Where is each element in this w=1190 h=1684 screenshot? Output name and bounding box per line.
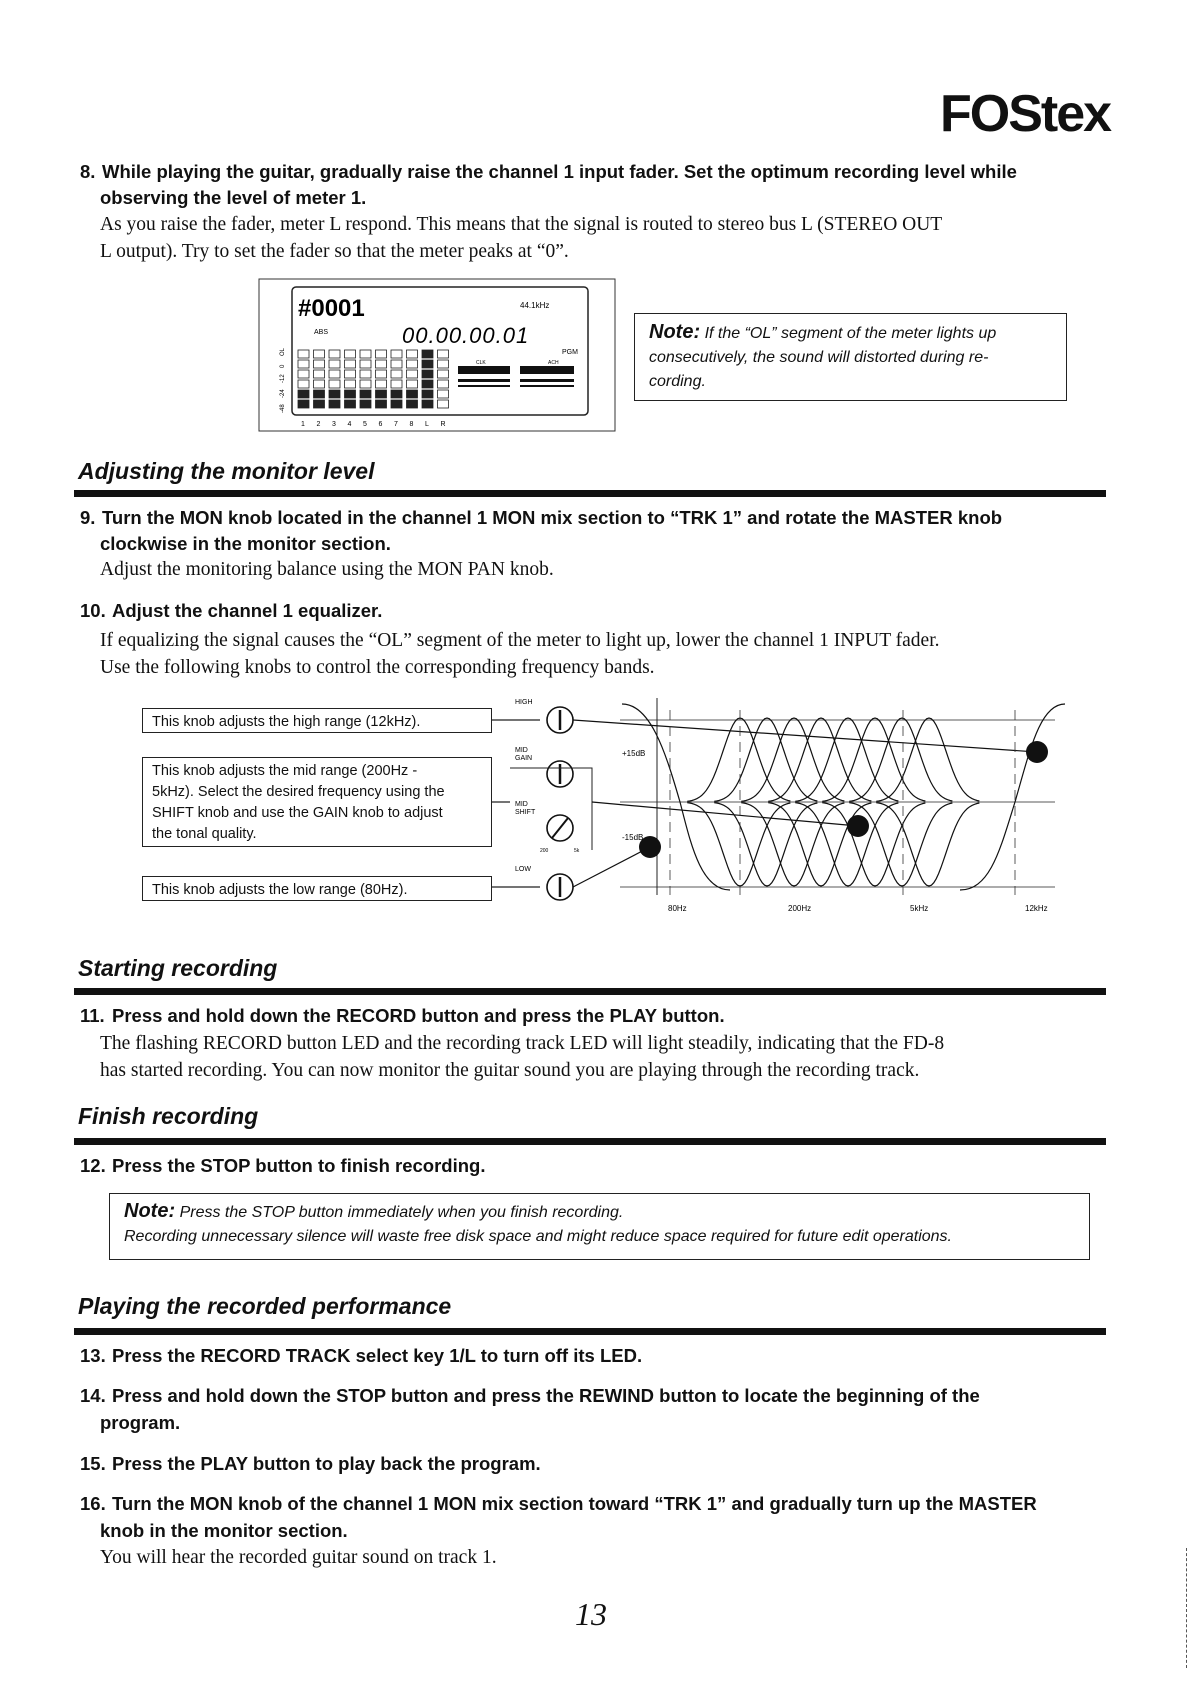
meter-segment: [438, 390, 449, 398]
step-12-title: [80, 1152, 1110, 1179]
meter-segment: [422, 400, 433, 408]
step-12-title-text: Press the STOP button to finish recording.: [112, 1155, 486, 1176]
meter-segment: [376, 350, 387, 358]
section-heading-finish: Finish recording: [78, 1103, 259, 1129]
meter-segment: [345, 360, 356, 368]
step-10-body-line1: If equalizing the signal causes the “OL” segment of the meter to light up, lower the channel 1 INPUT fader.: [100, 630, 940, 651]
callout-low-range: This knob adjusts the low range (80Hz).: [142, 876, 492, 901]
svg-text:MID: MID: [515, 747, 528, 754]
svg-text:OL: OL: [280, 347, 286, 356]
step-8-body-line1: As you raise the fader, meter L respond. This means that the signal is routed to stereo bus L (STEREO OUT: [100, 214, 943, 235]
section-heading-start: Starting recording: [78, 955, 278, 981]
eq-curve: [795, 803, 898, 886]
meter-segment: [376, 380, 387, 388]
track-label: R: [440, 421, 446, 428]
step-14-title: [80, 1382, 1110, 1409]
meter-segment: [438, 380, 449, 388]
section-rule: [74, 988, 1106, 995]
step-8-title: [80, 158, 1110, 185]
freq-200hz-label: 200Hz: [788, 904, 812, 913]
lcd-display-figure: [258, 278, 618, 434]
meter-segment: [438, 370, 449, 378]
note-line-1: If the “OL” segment of the meter lights up: [704, 325, 997, 342]
meter-segment: [422, 360, 433, 368]
step-10-title: [80, 597, 1110, 624]
section-heading-play: Playing the recorded performance: [78, 1293, 452, 1319]
meter-segment: [391, 400, 402, 408]
svg-text:-24: -24: [280, 389, 286, 398]
eq-curve: [741, 803, 844, 886]
note-box-meter: [634, 313, 1067, 401]
step-16-title: [80, 1490, 1110, 1517]
meter-segment: [329, 360, 340, 368]
meter-segment: [314, 350, 325, 358]
svg-text:5k: 5k: [574, 848, 580, 854]
step-8-title-line2: observing the level of meter 1.: [100, 187, 367, 208]
step-16-body: You will hear the recorded guitar sound on track 1.: [100, 1547, 497, 1568]
track-labels: [301, 421, 446, 428]
eq-curve: [849, 803, 952, 886]
eq-curve: [876, 803, 979, 886]
note-line-3: cording.: [649, 373, 706, 390]
level-meter-scale: [280, 347, 286, 413]
section-rule: [74, 1328, 1106, 1335]
knob-low: [515, 866, 573, 900]
section-rule: [74, 490, 1106, 497]
freq-80hz-label: 80Hz: [668, 904, 687, 913]
svg-text:CLK: CLK: [476, 360, 486, 366]
step-number: 10.: [80, 600, 106, 621]
gain-plus-label: +15dB: [622, 749, 646, 758]
meter-segment: [314, 400, 325, 408]
step-9-title: [80, 504, 1110, 531]
track-label: 3: [332, 421, 336, 428]
svg-text:200: 200: [540, 848, 549, 854]
svg-text:HIGH: HIGH: [515, 699, 533, 706]
knob-high: [515, 699, 573, 733]
meter-segment: [329, 400, 340, 408]
meter-segment: [329, 350, 340, 358]
meter-segment: [298, 380, 309, 388]
note-line-2: Recording unnecessary silence will waste free disk space and might reduce space required for future edit operations.: [124, 1228, 952, 1245]
step-number: 14.: [80, 1385, 106, 1406]
eq-curve: [795, 718, 898, 801]
meter-segment: [407, 350, 418, 358]
meter-segment: [422, 370, 433, 378]
meter-segment: [360, 370, 371, 378]
freq-12khz-label: 12kHz: [1025, 904, 1048, 913]
step-15-title: [80, 1450, 1110, 1477]
meter-segment: [391, 350, 402, 358]
eq-curve: [876, 718, 979, 801]
meter-segment: [391, 360, 402, 368]
note-line-2: consecutively, the sound will distorted during re-: [649, 349, 989, 366]
track-label: 8: [409, 421, 414, 428]
page-number: 13: [575, 1596, 607, 1632]
freq-5khz-label: 5kHz: [910, 904, 929, 913]
track-label: 1: [301, 421, 305, 428]
step-13-title: [80, 1342, 1110, 1369]
svg-text:-12: -12: [280, 374, 286, 383]
meter-segment: [360, 360, 371, 368]
meter-segment: [391, 390, 402, 398]
step-number: 11.: [80, 1005, 105, 1026]
meter-segment: [376, 390, 387, 398]
meter-segment: [345, 400, 356, 408]
meter-segment: [298, 350, 309, 358]
meter-segment: [407, 380, 418, 388]
gain-minus-label: -15dB: [622, 833, 644, 842]
mid-band-dot: [847, 815, 869, 837]
meter-segment: [360, 400, 371, 408]
knob-mid-shift: [515, 801, 580, 854]
step-8-title-line1: While playing the guitar, gradually raise the channel 1 input fader. Set the optimum recording level while: [102, 161, 1017, 182]
ach-indicator: [520, 360, 574, 387]
meter-segment: [329, 390, 340, 398]
meter-segment: [360, 380, 371, 388]
meter-segment: [314, 380, 325, 388]
section-rule: [74, 1138, 1106, 1145]
lcd-abs-label: ABS: [314, 329, 329, 336]
meter-segment: [360, 390, 371, 398]
meter-segment: [329, 370, 340, 378]
step-number: 15.: [80, 1453, 106, 1474]
step-10-title-text: Adjust the channel 1 equalizer.: [112, 600, 383, 621]
lcd-pgm-label: PGM: [562, 349, 578, 356]
svg-text:LOW: LOW: [515, 866, 531, 873]
meter-segment: [438, 400, 449, 408]
track-label: 2: [316, 421, 321, 428]
meter-segment: [329, 380, 340, 388]
meter-segment: [298, 360, 309, 368]
step-8-body-line2: L output). Try to set the fader so that the meter peaks at “0”.: [100, 241, 569, 262]
meter-segment: [438, 360, 449, 368]
eq-curve: [960, 704, 1065, 890]
meter-segment: [360, 350, 371, 358]
svg-text:SHIFT: SHIFT: [515, 809, 536, 816]
meter-segment: [391, 370, 402, 378]
step-number: 8.: [80, 161, 96, 182]
step-number: 16.: [80, 1493, 106, 1514]
clock-indicator: [458, 360, 510, 387]
meter-segment: [298, 400, 309, 408]
track-label: 6: [378, 421, 383, 428]
svg-text:GAIN: GAIN: [515, 755, 533, 762]
section-heading-monitor: Adjusting the monitor level: [78, 458, 375, 484]
meter-segment: [314, 370, 325, 378]
meter-segment: [407, 370, 418, 378]
track-label: 4: [347, 421, 352, 428]
meter-segment: [345, 370, 356, 378]
track-label: 7: [394, 421, 398, 428]
step-16-title-line1: Turn the MON knob of the channel 1 MON mix section toward “TRK 1” and gradually turn up the MASTER: [112, 1493, 1037, 1514]
callout-mid-range: This knob adjusts the mid range (200Hz - 5kHz). Select the desired frequency using the SHIFT knob and use the GAIN knob to adjust the tonal quality.: [142, 757, 492, 847]
step-11-body-line2: has started recording. You can now monitor the guitar sound you are playing through the recording track.: [100, 1060, 920, 1081]
meter-segment: [391, 380, 402, 388]
note-label: Note:: [649, 321, 701, 343]
step-16-title-line2: knob in the monitor section.: [100, 1520, 348, 1541]
svg-text:-48: -48: [280, 404, 286, 413]
track-label: L: [425, 421, 429, 428]
meter-segment: [407, 390, 418, 398]
step-9-title-line1: Turn the MON knob located in the channel 1 MON mix section to “TRK 1” and rotate the MASTER knob: [102, 507, 1003, 528]
meter-segment: [407, 360, 418, 368]
meter-segment: [376, 400, 387, 408]
step-number: 13.: [80, 1345, 106, 1366]
note-box-stop: [109, 1193, 1090, 1260]
note-label: Note:: [124, 1200, 176, 1222]
low-band-dot: [639, 836, 661, 858]
lcd-sample-rate: 44.1kHz: [520, 301, 550, 310]
note-line-1: Press the STOP button immediately when you finish recording.: [179, 1204, 624, 1221]
eq-curve: [849, 718, 952, 801]
step-11-title: [80, 1002, 1110, 1029]
eq-curve: [768, 803, 871, 886]
eq-curve: [822, 718, 925, 801]
meter-segment: [314, 390, 325, 398]
step-14-title-line1: Press and hold down the STOP button and press the REWIND button to locate the beginning of the: [112, 1385, 980, 1406]
track-label: 5: [363, 421, 367, 428]
svg-text:0: 0: [280, 364, 286, 368]
lcd-counter: #0001: [298, 295, 365, 322]
level-meters: [298, 350, 449, 408]
meter-segment: [298, 370, 309, 378]
step-15-title-text: Press the PLAY button to play back the program.: [112, 1453, 541, 1474]
meter-segment: [422, 350, 433, 358]
meter-segment: [345, 380, 356, 388]
step-number: 9.: [80, 507, 96, 528]
meter-segment: [345, 390, 356, 398]
step-11-body-line1: The flashing RECORD button LED and the recording track LED will light steadily, indicating that the FD-8: [100, 1033, 945, 1054]
fostex-logo: FOStex: [940, 85, 1111, 143]
meter-segment: [422, 380, 433, 388]
lcd-time: 00.00.00.01: [402, 323, 530, 348]
step-9-body: Adjust the monitoring balance using the MON PAN knob.: [100, 559, 554, 580]
high-band-dot: [1026, 741, 1048, 763]
step-number: 12.: [80, 1155, 106, 1176]
meter-segment: [422, 390, 433, 398]
step-9-title-line2: clockwise in the monitor section.: [100, 533, 391, 554]
eq-curve: [768, 718, 871, 801]
meter-segment: [345, 350, 356, 358]
meter-segment: [438, 350, 449, 358]
scan-edge-mark: [1186, 1548, 1188, 1668]
meter-segment: [298, 390, 309, 398]
svg-text:MID: MID: [515, 801, 528, 808]
step-14-title-line2: program.: [100, 1412, 181, 1433]
eq-curve: [741, 718, 844, 801]
knob-mid-gain: [515, 747, 573, 787]
step-10-body-line2: Use the following knobs to control the corresponding frequency bands.: [100, 657, 655, 678]
meter-segment: [376, 370, 387, 378]
eq-diagram: [490, 690, 1070, 920]
eq-curve: [622, 704, 730, 890]
step-11-title-text: Press and hold down the RECORD button and press the PLAY button.: [112, 1005, 725, 1026]
step-13-title-text: Press the RECORD TRACK select key 1/L to turn off its LED.: [112, 1345, 643, 1366]
eq-curve: [822, 803, 925, 886]
eq-curve: [714, 803, 817, 886]
meter-segment: [376, 360, 387, 368]
callout-high-range: This knob adjusts the high range (12kHz).: [142, 708, 492, 733]
meter-segment: [314, 360, 325, 368]
eq-curve: [687, 718, 790, 801]
svg-text:ACH: ACH: [548, 360, 559, 366]
eq-curves: [622, 704, 1065, 895]
meter-segment: [407, 400, 418, 408]
